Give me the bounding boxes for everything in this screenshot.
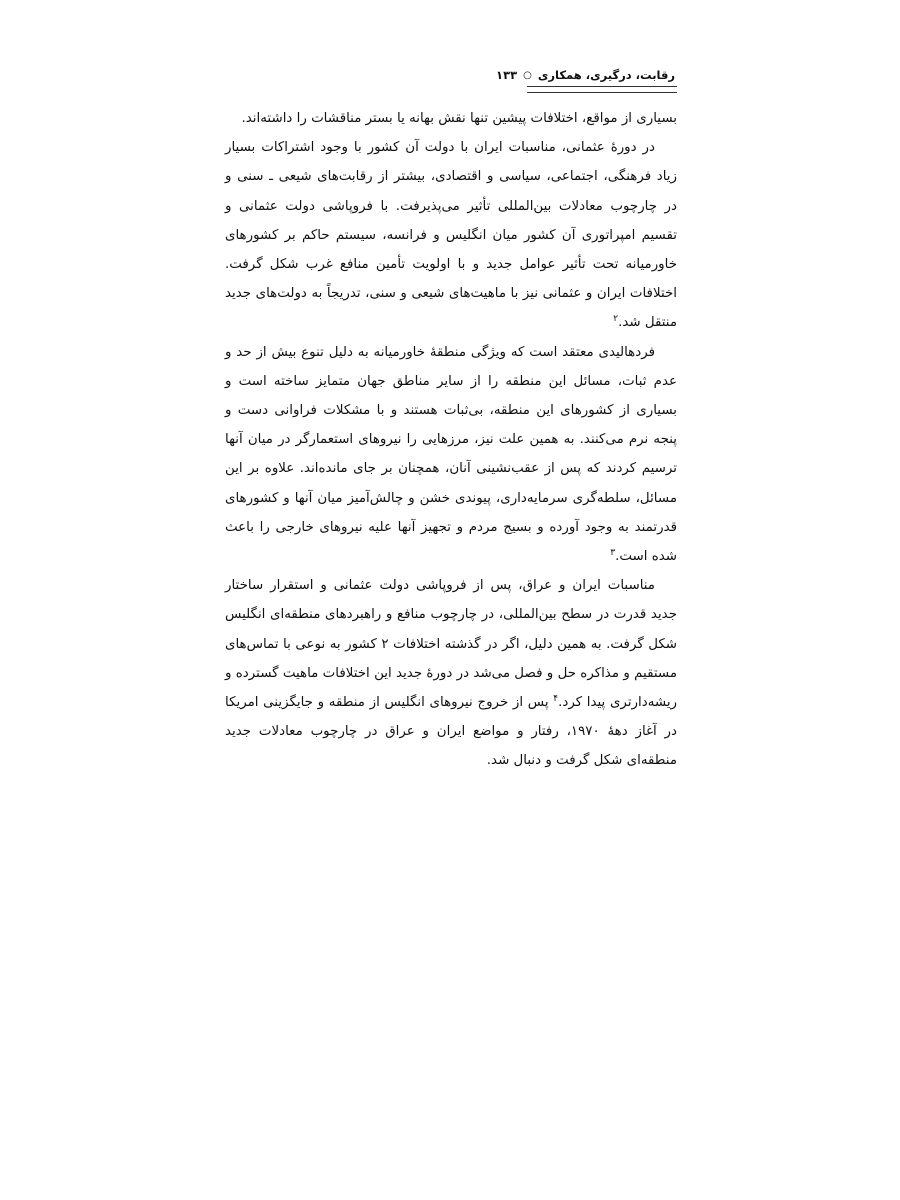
body-text <box>225 104 677 776</box>
running-header-title: رقابت، درگیری، همکاری <box>537 68 675 82</box>
paragraph-1-text: بسیاری از مواقع، اختلافات پیشین تنها نقش بهانه یا بستر مناقشات را داشته‌اند. <box>241 111 677 126</box>
book-page <box>225 66 677 776</box>
footnote-ref-3[interactable]: ۳ <box>610 548 616 559</box>
header-double-rule <box>527 86 677 93</box>
paragraph-3-text: فردهالیدی معتقد است که ویژگی منطقهٔ خاورمیانه به دلیل تنوع بیش از حد و عدم ثبات، مسائل این منطقه را از سایر مناطق جهان متمایز ساخته است و بسیاری از کشورهای این منطقه، بی‌ثبات هستند و با مشکلات فراوانی دست و پنجه نرم می‌کنند. به همین علت نیز، مرزهایی را نیروهای استعمارگر در میان آنها ترسیم کردند که پس از عقب‌نشینی آنان، همچنان بر جای مانده‌اند. علاوه بر این مسائل، سلطه‌گری سرمایه‌داری، پیوندی خشن و چالش‌آمیز میان آنها و کشورهای قدرتمند به وجود آورده و بسیج مردم و تجهیز آنها علیه نیروهای خارجی را باعث شده است. <box>225 344 677 565</box>
header-separator-icon: ○ <box>523 69 532 81</box>
paragraph-1 <box>225 104 677 133</box>
page-number: ۱۳۳ <box>496 68 518 82</box>
footnote-ref-2[interactable]: ۲ <box>613 314 619 325</box>
paragraph-2-text: در دورهٔ عثمانی، مناسبات ایران با دولت آن کشور با وجود اشتراکات بسیار زیاد فرهنگی، اجتماعی، سیاسی و اقتصادی، بیشتر از رقابت‌های شیعی ـ سنی و در چارچوب معادلات بین‌المللی تأثیر می‌پذیرفت. با فروپاشی دولت عثمانی و تقسیم امپراتوری آن کشور میان انگلیس و فرانسه، سیستم حاکم بر کشورهای خاورمیانه تحت تأثیر عوامل جدید و با اولویت تأمین منافع غرب شکل گرفت. اختلافات ایران و عثمانی نیز با ماهیت‌های شیعی و سنی، تدریجاً به دولت‌های جدید منتقل شد. <box>225 140 677 331</box>
paragraph-4 <box>225 571 677 775</box>
paragraph-2 <box>225 133 677 337</box>
paragraph-3 <box>225 338 677 572</box>
running-header <box>225 66 677 84</box>
paragraph-4-text-before: مناسبات ایران و عراق، پس از فروپاشی دولت عثمانی و استقرار ساختار جدید قدرت در سطح بین‌المللی، در چارچوب منافع و راهبردهای منطقه‌ای انگلیس شکل گرفت. به همین دلیل، اگر در گذشته اختلافات ۲ کشور به نوعی با تماس‌های مستقیم و مذاکره حل و فصل می‌شد در دورهٔ جدید این اختلافات ماهیت گسترده و ریشه‌دارتری پیدا کرد. <box>225 578 678 711</box>
paragraph-4-text-after: پس از خروج نیروهای انگلیس از منطقه و جایگزینی امریکا در آغاز دههٔ ۱۹۷۰، رفتار و مواضع ایران و عراق در چارچوب معادلات جدید منطقه‌ای شکل گرفت و دنبال شد. <box>225 695 677 769</box>
footnote-ref-4[interactable]: ۴ <box>553 694 559 705</box>
